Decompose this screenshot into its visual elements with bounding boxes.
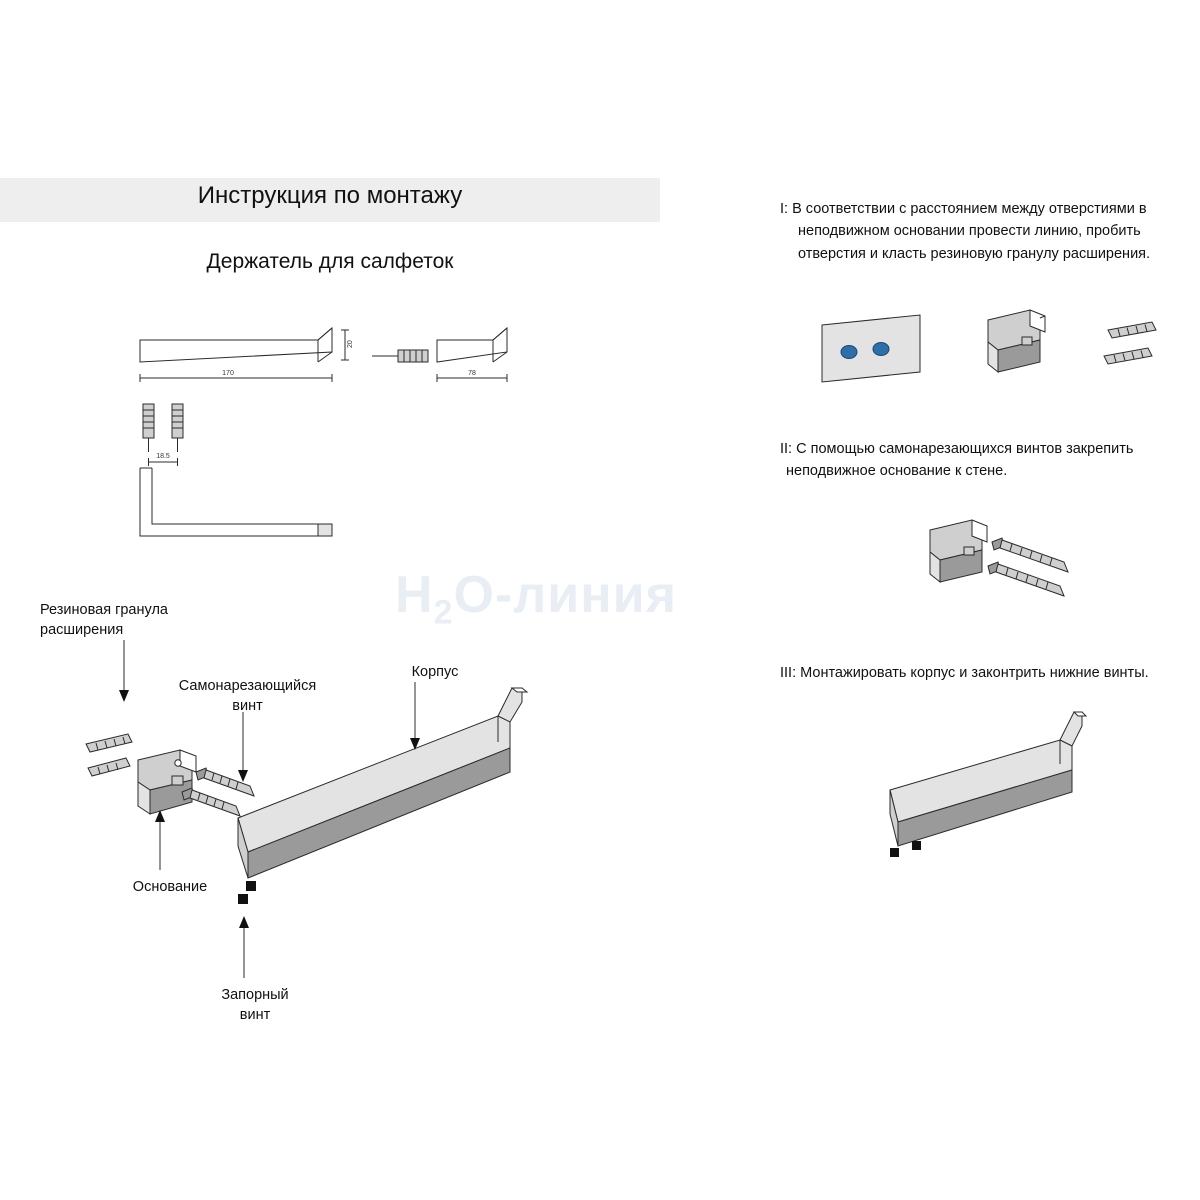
anchor-plug-icon-right bbox=[172, 404, 183, 452]
label-self-tapping-screw-line-2: винт bbox=[232, 698, 263, 715]
page-title: Инструкция по монтажу bbox=[197, 182, 463, 209]
base-part bbox=[138, 750, 196, 814]
step-1-line-1: I: В соответствии с расстоянием между отверстиями в bbox=[780, 201, 1147, 217]
lock-screw-head-step3-b bbox=[912, 841, 921, 850]
dim-hole-spacing: 18.5 bbox=[156, 453, 170, 460]
step-2-line-2: неподвижное основание к стене. bbox=[786, 463, 1008, 480]
base-bracket-icon-step1 bbox=[988, 310, 1045, 372]
label-body: Корпус bbox=[411, 664, 459, 680]
watermark-prefix: H bbox=[395, 566, 434, 624]
step-1-artwork bbox=[822, 310, 1156, 382]
step-2-artwork bbox=[930, 520, 1068, 596]
label-rubber-granule-line-2: расширения bbox=[40, 622, 124, 639]
product-subtitle: Держатель для салфеток bbox=[206, 250, 454, 273]
step-3-line-1: III: Монтажировать корпус и законтрить нижние винты. bbox=[780, 665, 1149, 681]
tech-drawing-plan-view bbox=[140, 404, 332, 536]
label-lock-screw-line-1: Запорный bbox=[221, 987, 289, 1003]
label-base: Основание bbox=[132, 879, 208, 895]
rubber-granule-icon-step1-b bbox=[1104, 348, 1152, 364]
step-1-line-2: неподвижном основании провести линию, пробить bbox=[798, 223, 1141, 240]
body-part bbox=[238, 688, 527, 878]
watermark-sub: 2 bbox=[433, 593, 454, 632]
label-self-tapping-screw-line-1: Самонарезающийся bbox=[178, 678, 317, 694]
watermark-suffix: O-линия bbox=[453, 566, 677, 624]
exploded-view bbox=[86, 640, 527, 978]
lock-screw-head-step3-a bbox=[890, 848, 899, 857]
anchor-plug-icon-left bbox=[143, 404, 154, 452]
tech-drawing-depth-view bbox=[372, 328, 507, 382]
lock-screw-head-a bbox=[238, 894, 248, 904]
lock-screw-head-b bbox=[246, 881, 256, 891]
label-lock-screw-line-2: винт bbox=[239, 1007, 271, 1024]
step-2-line-1: II: С помощью самонарезающихся винтов закрепить bbox=[780, 441, 1134, 457]
tech-drawing-side-view bbox=[140, 328, 354, 382]
base-bracket-icon-step2 bbox=[930, 520, 987, 582]
dim-length: 170 bbox=[222, 370, 234, 377]
label-rubber-granule-line-1: Резиновая гранула bbox=[40, 602, 168, 618]
step-3-artwork bbox=[890, 712, 1086, 857]
rubber-granule-part-a bbox=[86, 734, 132, 752]
dim-depth: 78 bbox=[468, 370, 476, 377]
rubber-granule-icon-step1-a bbox=[1108, 322, 1156, 338]
step-1-line-3: отверстия и класть резиновую гранулу расширения. bbox=[798, 245, 1151, 262]
dim-height: 20 bbox=[347, 340, 354, 348]
wall-plate-icon bbox=[822, 315, 920, 382]
rubber-granule-part-b bbox=[88, 758, 130, 776]
self-tapping-screw-icon-step2-b bbox=[988, 562, 1064, 596]
